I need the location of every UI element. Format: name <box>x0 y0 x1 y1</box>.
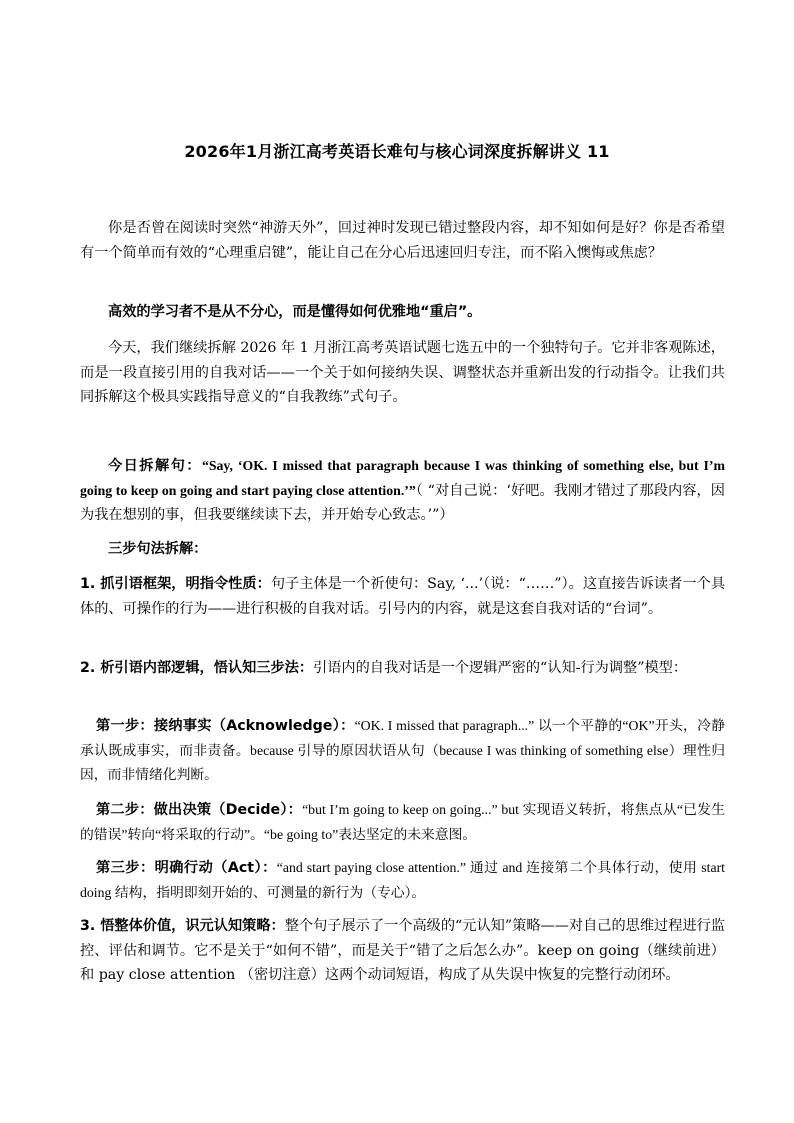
point-3-body: 整个句子展示了一个高级的“元认知”策略——对自己的思维过程进行监控、评估和调节。它不是关于“如何不错”，而是关于“错了之后怎么办”。keep on going（继续前进）和 pay close attention （密切注意）这两个动词短语，构成了从失误中恢复的完整行动闭环。 <box>80 918 726 984</box>
step-2-body: “but I’m going to keep on going...” but 实现语义转折，将焦点从“已发生的错误”转向“将采取的行动”。“be going to”表达坚定的未来意图。 <box>80 802 725 842</box>
step-3 <box>80 856 725 905</box>
point-1 <box>80 572 725 621</box>
sentence-translation: （ “对自己说：‘好吧。我刚才错过了那段内容，因为我在想别的事，但我要继续读下去，并开始专心致志。’”） <box>80 482 725 524</box>
point-2-body: 引语内的自我对话是一个逻辑严密的“认知-行为调整”模型： <box>313 660 688 676</box>
point-3 <box>80 914 725 988</box>
point-1-body: 句子主体是一个祈使句：Say, ‘...’（说：“……”）。这直接告诉读者一个具体的、可操作的行为——进行积极的自我对话。引号内的内容，就是这套自我对话的“台词”。 <box>80 576 726 617</box>
step-3-body: “and start paying close attention.” 通过 and 连接第二个具体行动，使用 start doing 结构，指明即刻开始的、可测量的新行为（专心）。 <box>80 860 725 900</box>
page-title: 2026年1月浙江高考英语长难句与核心词深度拆解讲义 11 <box>184 142 610 161</box>
intro-paragraph: 你是否曾在阅读时突然“神游天外”，回过神时发现已错过整段内容，却不知如何是好？你是否希望有一个简单而有效的“心理重启键”，能让自己在分心后迅速回归专注，而不陷入懊悔或焦虑？ <box>80 220 725 261</box>
steps-heading: 三步句法拆解： <box>108 541 208 557</box>
target-sentence-paragraph <box>80 454 725 528</box>
sentence-label: 今日拆解句： <box>108 458 202 474</box>
key-line: 高效的学习者不是从不分心，而是懂得如何优雅地“重启”。 <box>108 304 482 320</box>
point-1-heading: 1. 抓引语框架，明指令性质： <box>80 576 271 592</box>
step-3-heading: 第三步：明确行动（Act）： <box>96 860 277 876</box>
step-1-heading: 第一步：接纳事实（Acknowledge）： <box>96 718 355 734</box>
step-2 <box>80 798 725 847</box>
point-2-heading: 2. 析引语内部逻辑，悟认知三步法： <box>80 660 314 676</box>
point-3-heading: 3. 悟整体价值，识元认知策略： <box>80 918 285 934</box>
step-2-heading: 第二步：做出决策（Decide）： <box>96 802 303 818</box>
context-paragraph: 今天，我们继续拆解 2026 年 1 月浙江高考英语试题七选五中的一个独特句子。它并非客观陈述，而是一段直接引用的自我对话——一个关于如何接纳失误、调整状态并重新出发的行动指令。让我们共同拆解这个极具实践指导意义的“自我教练”式句子。 <box>80 340 725 406</box>
step-1 <box>80 714 725 788</box>
sentence-english: “Say, ‘OK. I missed that paragraph because I was thinking of something else, but I’m going to keep on going and start paying close attention.’” <box>80 458 725 498</box>
step-1-body: “OK. I missed that paragraph...” 以一个平静的“OK”开头，冷静承认既成事实，而非责备。because 引导的原因状语从句（because I was thinking of something else）理性归因，而非情绪化判断。 <box>80 718 726 783</box>
point-2 <box>80 656 725 681</box>
